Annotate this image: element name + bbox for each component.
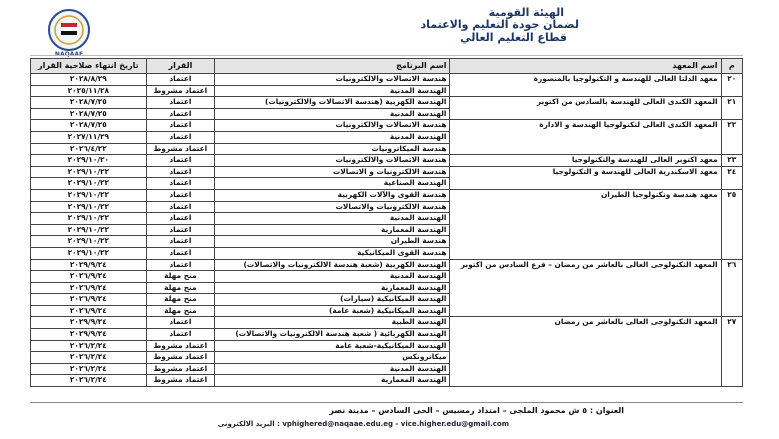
decision: اعتماد [146,166,215,178]
col-expiry-header: تاريخ انتهاء صلاحية القرار [31,59,147,74]
expiry-date: ٢٠٢٩/١٠/٢٠ [31,155,147,167]
institute-name: المعهد الكندى العالى لتكنولوجيا الهندسة و الادارة [450,120,721,155]
expiry-date: ٢٠٢٦/٩/٢٤ [31,282,147,294]
row-number: ٢٤ [721,166,742,189]
decision: اعتماد مشروط [146,352,215,364]
expiry-date: ٢٠٢٩/١٠/٢٢ [31,213,147,225]
col-decision-header: القرار [146,59,215,74]
footer-emails: vphighered@naqaae.edu.eg - vice.higher.edu@gmail.com : البريد الالكترونى [217,420,509,428]
header-line-3: قطاع التعليم العالي [460,31,567,44]
institute-name: معهد الدلتا العالى للهندسة و التكنولوجيا بالمنصورة [450,74,721,97]
expiry-date: ٢٠٢٦/٢/٢٤ [31,352,147,364]
institute-name: معهد الاسكندرية العالى للهندسة و التكنولوجيا [450,166,721,189]
expiry-date: ٢٠٢٩/١٠/٢٢ [31,236,147,248]
expiry-date: ٢٠٢٨/٧/٢٥ [31,97,147,109]
program-name: الهندسة المدنية [215,363,450,375]
decision: اعتماد [146,201,215,213]
row-number: ٢٦ [721,259,742,317]
decision: اعتماد [146,108,215,120]
program-name: الهندسة الكهربائية ( شعبة هندسة الالكترونيات والاتصالات) [215,329,450,341]
expiry-date: ٢٠٢٦/٤/٢٢ [31,143,147,155]
expiry-date: ٢٠٢٩/٩/٢٤ [31,317,147,329]
program-name: هندسة الالكترونيات والاتصالات [215,201,450,213]
decision: اعتماد [146,329,215,341]
expiry-date: ٢٠٢٦/٢/٢٤ [31,375,147,387]
program-name: هندسة الاتصالات والالكترونيات [215,120,450,132]
program-name: الهندسة المدنية [215,271,450,283]
expiry-date: ٢٠٢٨/٧/٢٥ [31,120,147,132]
decision: اعتماد [146,247,215,259]
expiry-date: ٢٠٢٩/١٠/٢٢ [31,247,147,259]
expiry-date: ٢٠٢٩/١٠/٢٢ [31,189,147,201]
decision: اعتماد مشروط [146,85,215,97]
naqaae-logo-icon [40,8,98,58]
decision: منح مهلة [146,305,215,317]
expiry-date: ٢٠٢٩/٩/٢٤ [31,259,147,271]
program-name: هندسة الميكاترونيات [215,143,450,155]
decision: اعتماد [146,224,215,236]
decision: اعتماد مشروط [146,143,215,155]
decision: اعتماد [146,131,215,143]
footer-divider [30,402,743,403]
program-name: الهندسة المعمارية [215,224,450,236]
row-number: ٢٠ [721,74,742,97]
program-name: الهندسة الميكانيكية (سيارات) [215,294,450,306]
program-name: الهندسة الميكانيكية-شعبة عامة [215,340,450,352]
table-row [31,166,743,178]
decision: اعتماد [146,213,215,225]
institute-name: معهد اكتوبر العالى للهندسة والتكنولوجيا [450,155,721,167]
expiry-date: ٢٠٢٧/١١/٢٩ [31,131,147,143]
table-row [31,259,743,271]
program-name: الهندسة المعمارية [215,375,450,387]
expiry-date: ٢٠٢٥/١١/٢٨ [31,85,147,97]
footer-address: العنوان : ٥ ش محمود الملجى – امتداد رمسيس – الحى السادس – مدينة نصر [329,406,624,415]
expiry-date: ٢٠٢٩/١٠/٢٢ [31,178,147,190]
table-row [31,120,743,132]
expiry-date: ٢٠٢٩/١٠/٢٢ [31,224,147,236]
expiry-date: ٢٠٢٦/٩/٢٤ [31,294,147,306]
program-name: الهندسة الكهربية (هندسة الاتصالات والالكترونيات) [215,97,450,109]
institute-name: المعهد الكندى العالى للهندسة بالسادس من اكتوبر [450,97,721,120]
program-name: هندسة الطيران [215,236,450,248]
decision: اعتماد [146,155,215,167]
decision: اعتماد [146,317,215,329]
program-name: الهندسة المدنية [215,108,450,120]
program-name: ميكاترونكس [215,352,450,364]
program-name: هندسة القوى والآلات الكهربية [215,189,450,201]
program-name: الهندسة المعمارية [215,282,450,294]
expiry-date: ٢٠٢٩/٩/٢٤ [31,329,147,341]
decision: اعتماد [146,74,215,86]
expiry-date: ٢٠٢٩/١٠/٢٢ [31,166,147,178]
program-name: الهندسة المدنية [215,213,450,225]
program-name: الهندسة الصناعية [215,178,450,190]
table-row [31,317,743,329]
program-name: الهندسة الكهربية (شعبة هندسة الالكترونيات والاتصالات) [215,259,450,271]
expiry-date: ٢٠٢٨/٨/٢٩ [31,74,147,86]
header-line-1: الهيئة القومية [488,6,564,19]
expiry-date: ٢٠٢٦/٩/٢٤ [31,271,147,283]
expiry-date: ٢٠٢٦/٢/٢٤ [31,363,147,375]
program-name: هندسة الالكترونيات و الاتصالات [215,166,450,178]
decision: منح مهلة [146,294,215,306]
program-name: الهندسة الطبية [215,317,450,329]
decision: اعتماد مشروط [146,375,215,387]
row-number: ٢٢ [721,120,742,155]
program-name: الهندسة المدنية [215,85,450,97]
table-row [31,155,743,167]
decision: اعتماد [146,178,215,190]
row-number: ٢٥ [721,189,742,259]
expiry-date: ٢٠٢٦/٢/٢٤ [31,340,147,352]
decision: اعتماد [146,97,215,109]
header-line-2: لضمان جودة التعليم والاعتماد [420,18,579,31]
program-name: هندسة القوى الميكانيكية [215,247,450,259]
institute-name: المعهد التكنولوجى العالى بالعاشر من رمضان [450,317,721,387]
decision: منح مهلة [146,271,215,283]
program-name: هندسة الاتصالات والالكترونيات [215,74,450,86]
decision: اعتماد [146,236,215,248]
row-number: ٢٧ [721,317,742,387]
institute-name: معهد هندسة وتكنولوجيا الطيران [450,189,721,259]
table-row [31,97,743,109]
col-num-header: م [721,59,742,74]
decision: اعتماد مشروط [146,340,215,352]
expiry-date: ٢٠٢٦/٩/٢٤ [31,305,147,317]
program-name: الهندسة الميكانيكية (شعبة عامة) [215,305,450,317]
table-body [31,74,743,387]
decision: منح مهلة [146,282,215,294]
logo-caption: NAQAAE [54,51,84,58]
decision: اعتماد [146,189,215,201]
table-row [31,74,743,86]
accreditation-table [30,58,743,387]
row-number: ٢١ [721,97,742,120]
expiry-date: ٢٠٢٩/١٠/٢٢ [31,201,147,213]
decision: اعتماد [146,259,215,271]
table-row [31,189,743,201]
institute-name: المعهد التكنولوجى العالى بالعاشر من رمضان – فرع السادس من اكتوبر [450,259,721,317]
decision: اعتماد [146,120,215,132]
program-name: الهندسة المدنية [215,131,450,143]
col-institute-header: اسم المعهد [450,59,721,74]
program-name: هندسة الاتصالات والالكترونيات [215,155,450,167]
row-number: ٢٣ [721,155,742,167]
decision: اعتماد مشروط [146,363,215,375]
col-program-header: اسم البرنامج [215,59,450,74]
table-header-row [31,59,743,74]
header-divider [30,55,743,56]
expiry-date: ٢٠٢٨/٧/٢٥ [31,108,147,120]
